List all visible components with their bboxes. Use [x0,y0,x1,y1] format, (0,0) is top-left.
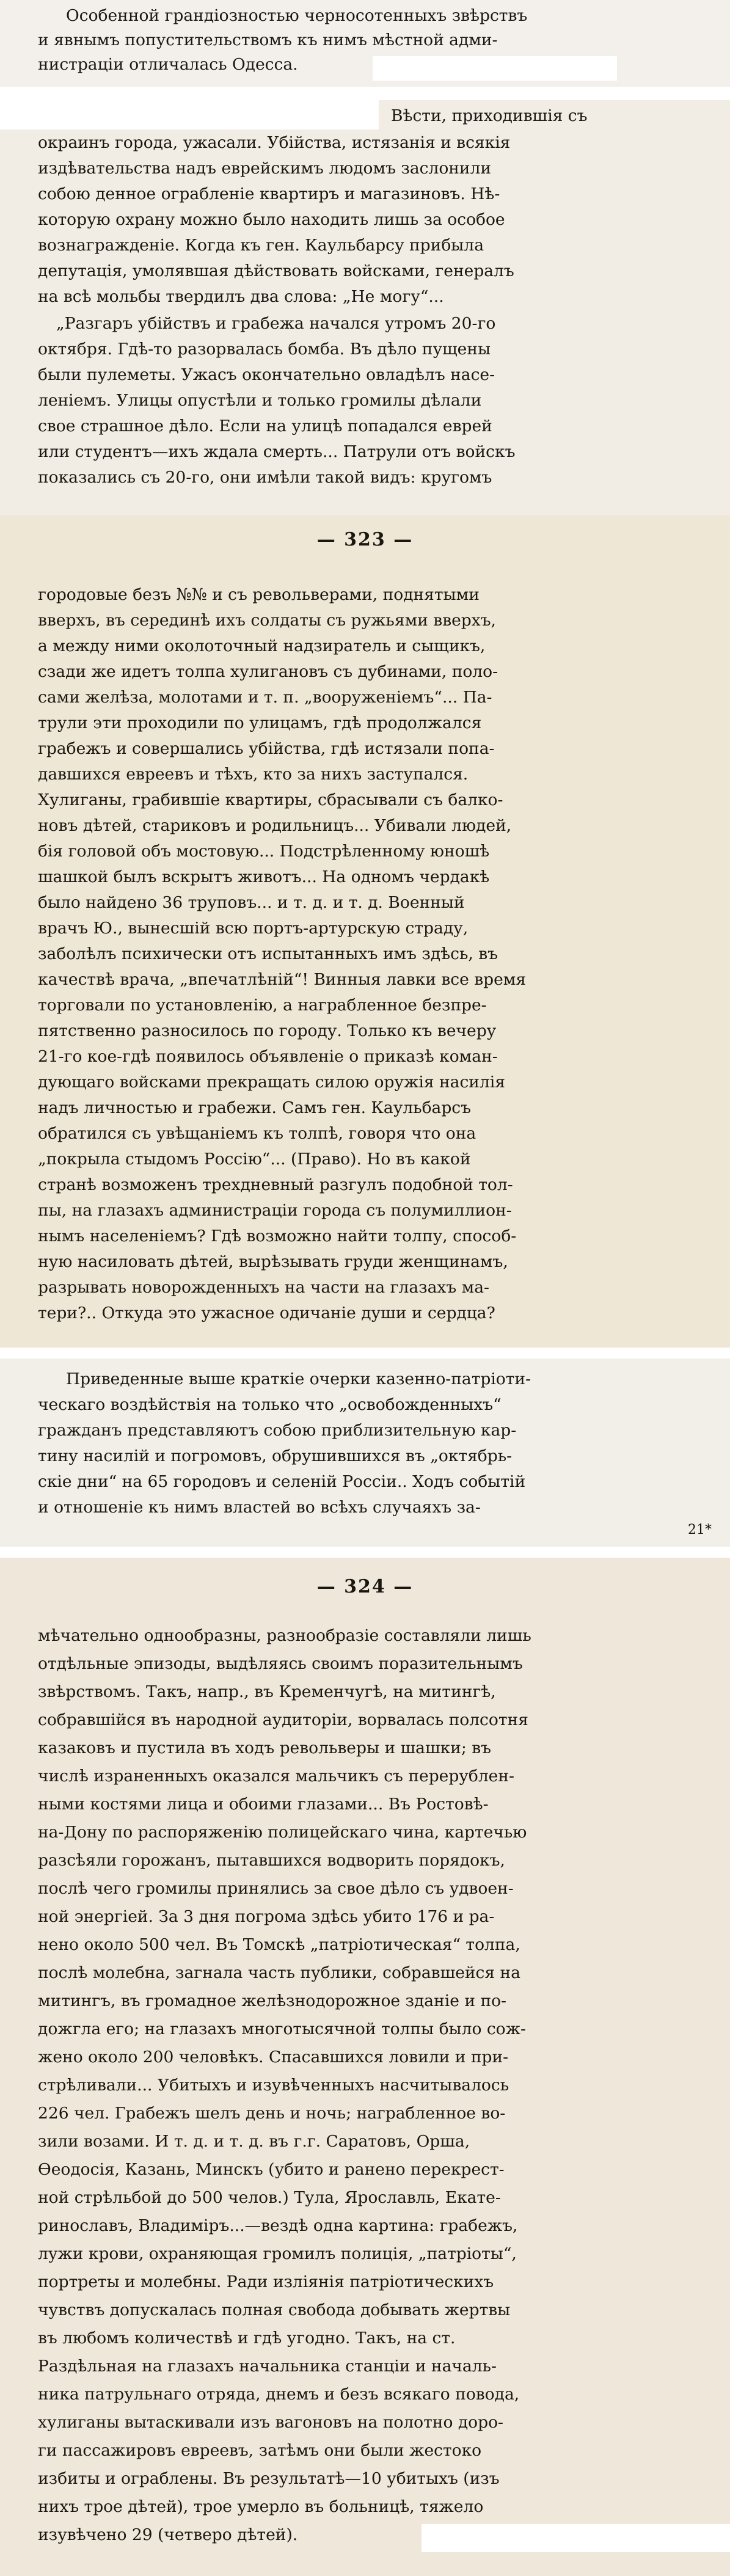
text-line: городовые безъ №№ и съ револьверами, поднятыми [38,585,480,604]
text-line: торговали по установленію, а награбленное безпре- [38,996,487,1015]
page-323-fragment [0,516,730,1348]
text-line: заболѣлъ психически отъ испытанныхъ имъ здѣсь, въ [38,944,498,963]
text-line: разсѣяли горожанъ, пытавшихся водворить порядокъ, [38,1851,505,1870]
text-line: грабежъ и совершались убійства, гдѣ истязали попа- [38,739,495,758]
text-line: странѣ возможенъ трехдневный разгулъ подобной тол- [38,1175,513,1194]
text-line: митингъ, въ громадное желѣзнодорожное зданіе и по- [38,1991,507,2010]
text-line: Ѳеодосія, Казань, Минскъ (убито и ранено перекрест- [38,2160,505,2179]
text-line: Хулиганы, грабившіе квартиры, сбрасывали съ балко- [38,790,503,809]
text-line: ги пассажировъ евреевъ, затѣмъ они были жестоко [38,2441,482,2460]
page-324-fragment [0,1558,730,2576]
text-line: было найдено 36 труповъ... и т. д. и т. д. Военный [38,893,465,912]
text-line: шашкой былъ вскрытъ животъ... На одномъ чердакѣ [38,867,490,886]
text-line: собою денное ограбленіе квартиръ и магазиновъ. Нѣ- [38,184,500,203]
text-line: давшихся евреевъ и тѣхъ, кто за нихъ заступался. [38,765,469,784]
text-line: сами желѣза, молотами и т. п. „вооруженіемъ“... Па- [38,688,492,707]
signature-mark: 21* [688,1522,712,1538]
redaction-box [0,100,379,130]
text-line: жено около 200 человѣкъ. Спасавшихся ловили и при- [38,2048,509,2067]
text-line: портреты и молебны. Ради изліянія патріотическихъ [38,2272,494,2291]
text-line: ной стрѣльбой до 500 челов.) Тула, Ярославль, Екате- [38,2188,501,2207]
page-number: — 324 — [316,1576,414,1597]
text-line: ринославъ, Владиміръ...—вездѣ одна картина: грабежъ, [38,2216,518,2235]
text-line: Приведенные выше краткіе очерки казенно-патріоти- [66,1370,531,1388]
text-line: дожгла его; на глазахъ многотысячной толпы было сож- [38,2020,526,2038]
text-line: избиты и ограблены. Въ результатѣ—10 убитыхъ (изъ [38,2469,500,2488]
text-line: ной энергіей. За 3 дня погрома здѣсь убито 176 и ра- [38,1907,495,1926]
text-line: трули эти проходили по улицамъ, гдѣ продолжался [38,713,482,732]
text-line: октября. Гдѣ-то разорвалась бомба. Въ дѣло пущены [38,340,491,359]
text-line: отдѣльные эпизоды, выдѣляясь своимъ поразительнымъ [38,1654,523,1673]
text-line: „покрыла стыдомъ Россію“... (Право). Но въ какой [38,1150,471,1169]
redaction-box [373,56,617,81]
text-line: были пулеметы. Ужасъ окончательно овладѣлъ насе- [38,365,495,384]
text-line: лужи крови, охраняющая громилъ полиція, „патріоты“, [38,2244,517,2263]
text-line: вверхъ, въ серединѣ ихъ солдаты съ ружьями вверхъ, [38,611,496,630]
text-line: депутація, умолявшая дѣйствовать войсками, генералъ [38,261,514,280]
text-line: „Разгаръ убійствъ и грабежа начался утромъ 20-го [56,314,496,333]
text-line: вознагражденіе. Когда къ ген. Каульбарсу прибыла [38,236,484,255]
text-line: и отношеніе къ нимъ властей во всѣхъ случаяхъ за- [38,1498,481,1517]
text-line: скіе дни“ на 65 городовъ и селеній Россіи.. Ходъ событій [38,1472,526,1491]
text-line: Вѣсти, приходившія съ [391,106,588,125]
text-line: нихъ трое дѣтей), трое умерло въ больницѣ, тяжело [38,2497,484,2516]
text-line: окраинъ города, ужасали. Убійства, истязанія и всякія [38,133,511,152]
page-gap [0,87,730,100]
text-line: чувствъ допускалась полная свобода добывать жертвы [38,2301,511,2319]
text-line: стрѣливали... Убитыхъ и изувѣченныхъ насчитывалось [38,2076,509,2095]
text-line: звѣрствомъ. Такъ, напр., въ Кременчугѣ, на митингѣ, [38,1682,496,1701]
text-fragment-1 [0,0,730,87]
text-line: Особенной грандіозностью черносотенныхъ звѣрствъ [66,6,528,25]
text-line: на всѣ мольбы твердилъ два слова: „Не могу“... [38,287,444,306]
text-line: которую охрану можно было находить лишь за особое [38,210,505,229]
text-line: 21-го кое-гдѣ появилось объявленіе о приказѣ коман- [38,1047,498,1066]
text-line: качествѣ врача, „впечатлѣній“! Винныя лавки все время [38,970,527,989]
text-line: тину насилій и погромовъ, обрушившихся въ „октябрь- [38,1447,513,1465]
text-line: Раздѣльная на глазахъ начальника станціи и началь- [38,2357,497,2376]
text-line: нымъ населеніемъ? Гдѣ возможно найти толпу, способ- [38,1227,517,1246]
text-line: обратился съ увѣщаніемъ къ толпѣ, говоря что она [38,1124,476,1143]
text-line: надъ личностью и грабежи. Самъ ген. Каульбарсъ [38,1098,472,1117]
text-fragment-2 [0,100,730,516]
text-line: послѣ молебна, загнала часть публики, собравшейся на [38,1963,521,1982]
text-fragment-4 [0,1359,730,1547]
text-line: свое страшное дѣло. Если на улицѣ попадался еврей [38,417,492,436]
text-line: гражданъ представляютъ собою приблизительную кар- [38,1421,517,1440]
text-line: на-Дону по распоряженію полицейскаго чина, картечью [38,1823,527,1842]
text-line: издѣвательства надъ еврейскимъ людомъ заслонили [38,159,492,178]
text-line: мѣчательно однообразны, разнообразіе составляли лишь [38,1626,531,1645]
text-line: дующаго войсками прекращать силою оружія насилія [38,1073,505,1092]
text-line: сзади же идетъ толпа хулигановъ съ дубинами, поло- [38,662,498,681]
text-line: 226 чел. Грабежъ шелъ день и ночь; награбленное во- [38,2104,506,2123]
text-line: разрывать новорожденныхъ на части на глазахъ ма- [38,1278,489,1297]
text-line: или студентъ—ихъ ждала смерть... Патрули отъ войскъ [38,442,516,461]
text-line: казаковъ и пустила въ ходъ револьверы и шашки; въ [38,1739,491,1757]
text-line: ными костями лица и обоими глазами... Въ Ростовѣ- [38,1795,489,1814]
text-line: числѣ израненныхъ оказался мальчикъ съ перерублен- [38,1767,514,1786]
text-line: зили возами. И т. д. и т. д. въ г.г. Саратовъ, Орша, [38,2132,470,2151]
page-gap [0,1348,730,1359]
text-line: пятственно разносилось по городу. Только къ вечеру [38,1021,497,1040]
page-gap [0,1547,730,1558]
text-line: ника патрульнаго отряда, днемъ и безъ всякаго повода, [38,2385,520,2404]
text-line: нено около 500 чел. Въ Томскѣ „патріотическая“ толпа, [38,1935,520,1954]
redaction-box [422,2524,730,2552]
text-line: въ любомъ количествѣ и гдѣ угодно. Такъ, на ст. [38,2329,456,2348]
text-line: а между ними околоточный надзиратель и сыщикъ, [38,637,486,655]
text-line: послѣ чего громилы принялись за свое дѣло съ удвоен- [38,1879,514,1898]
text-line: врачъ Ю., вынесшій всю портъ-артурскую страду, [38,919,469,938]
text-line: ную насиловать дѣтей, вырѣзывать груди женщинамъ, [38,1252,508,1271]
page-number: — 323 — [316,529,414,550]
text-line: изувѣчено 29 (четверо дѣтей). [38,2525,298,2544]
text-line: нистраціи отличалась Одесса. [38,55,298,74]
text-line: ческаго воздѣйствія на только что „освобожденныхъ“ [38,1395,502,1414]
text-line: леніемъ. Улицы опустѣли и только громилы дѣлали [38,391,482,410]
text-line: показались съ 20-го, они имѣли такой видъ: кругомъ [38,468,492,487]
text-line: новъ дѣтей, стариковъ и родильницъ... Убивали людей, [38,816,512,835]
text-line: и явнымъ попустительствомъ къ нимъ мѣстной адми- [38,31,498,49]
text-line: хулиганы вытаскивали изъ вагоновъ на полотно доро- [38,2413,503,2432]
text-line: тери?.. Откуда это ужасное одичаніе души и сердца? [38,1304,495,1323]
text-line: бія головой объ мостовую... Подстрѣленному юношѣ [38,842,490,861]
text-line: собравшійся въ народной аудиторіи, ворвалась полсотня [38,1710,528,1729]
text-line: пы, на глазахъ администраціи города съ полумиллион- [38,1201,512,1220]
